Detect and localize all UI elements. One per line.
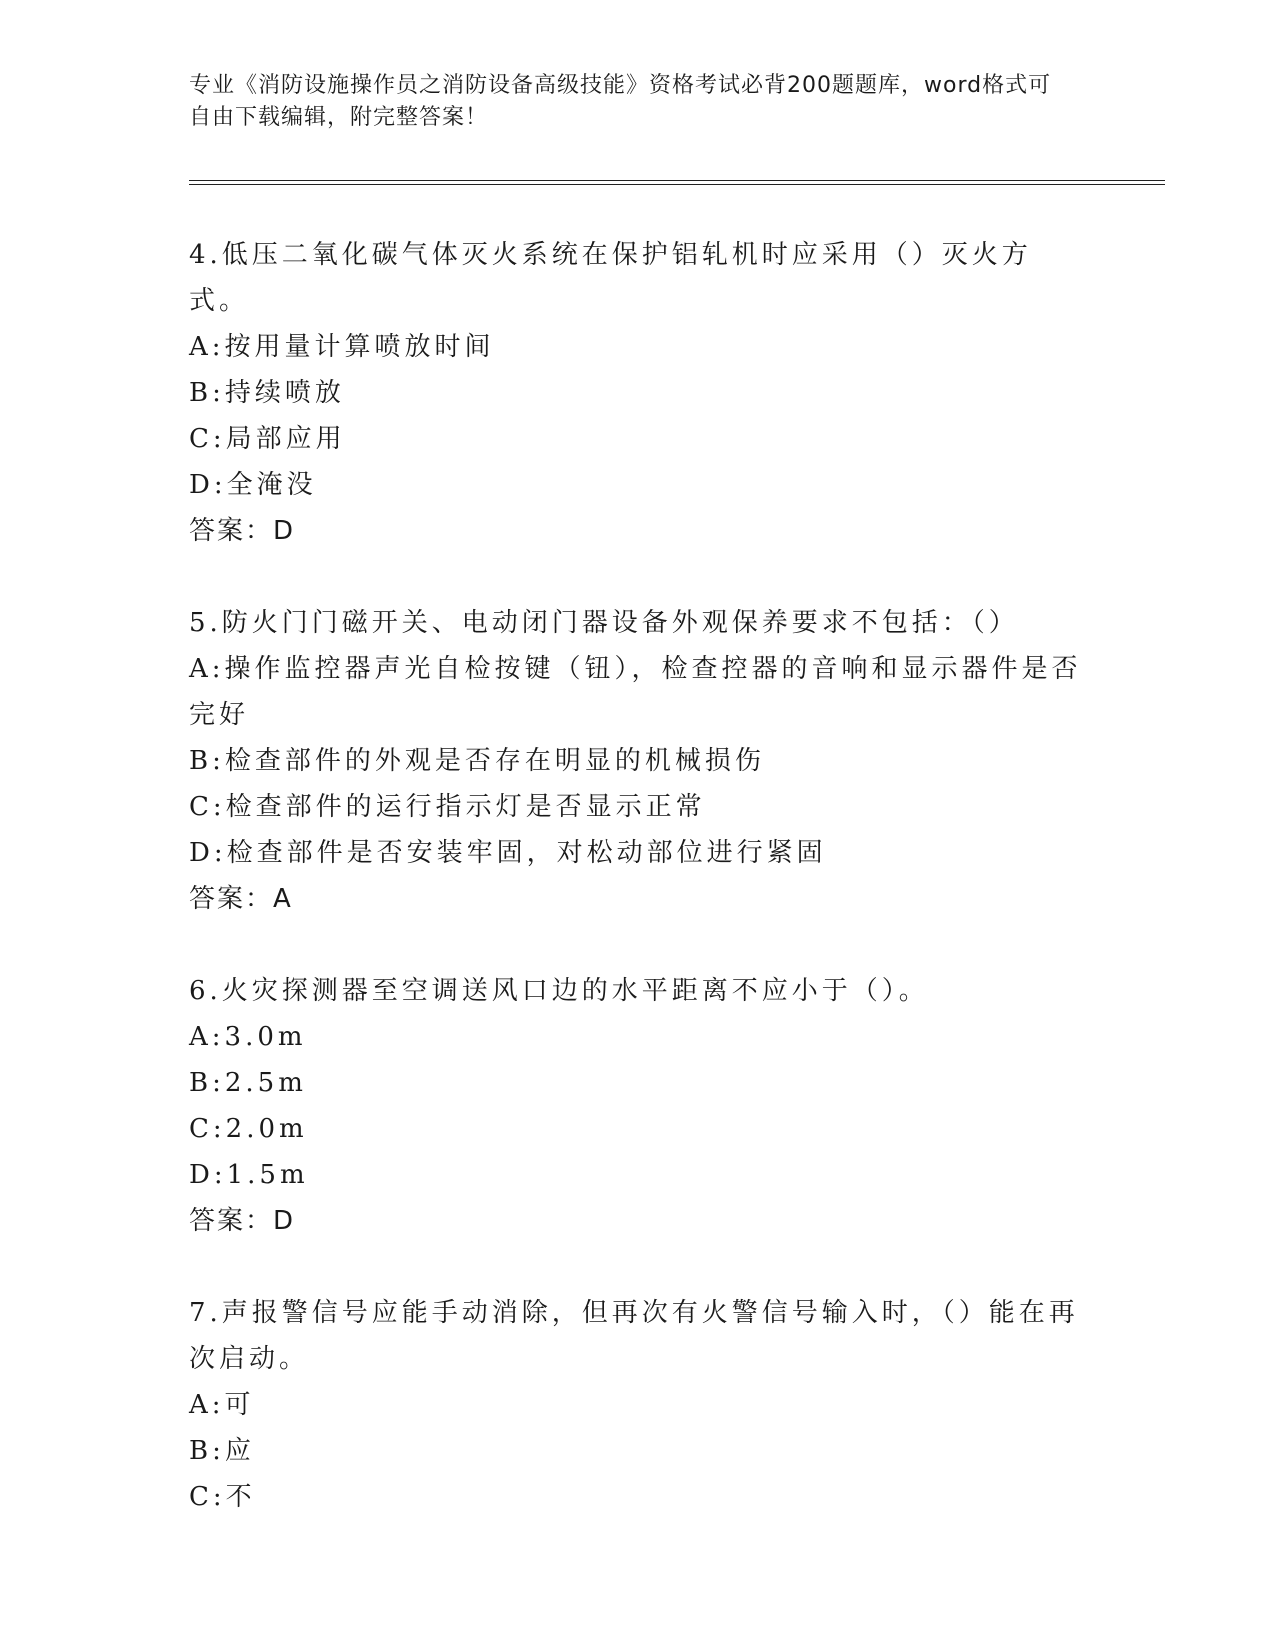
answer-label: 答案：D [189, 516, 296, 546]
question-5 [189, 600, 1089, 922]
option-d: D:全淹没 [189, 470, 317, 500]
document-header: 专业《消防设施操作员之消防设备高级技能》资格考试必背200题题库，word格式可自由下载编辑，附完整答案！ [189, 73, 1052, 130]
option-a: A:3.0m [189, 1022, 307, 1052]
question-6 [189, 968, 1089, 1244]
option-b: B:持续喷放 [189, 378, 345, 408]
option-c: C:局部应用 [189, 424, 346, 454]
question-4 [189, 232, 1089, 554]
answer-label: 答案：A [189, 884, 293, 914]
option-b: B:应 [189, 1436, 255, 1466]
question-7 [189, 1290, 1089, 1520]
option-d: D:检查部件是否安装牢固，对松动部位进行紧固 [189, 838, 827, 868]
question-stem: 6.火灾探测器至空调送风口边的水平距离不应小于（）。 [189, 976, 929, 1006]
option-d: D:1.5m [189, 1160, 309, 1190]
option-c: C:检查部件的运行指示灯是否显示正常 [189, 792, 706, 822]
question-stem: 7.声报警信号应能手动消除，但再次有火警信号输入时，（）能在再次启动。 [189, 1298, 1079, 1374]
option-b: B:检查部件的外观是否存在明显的机械损伤 [189, 746, 765, 776]
question-list [189, 232, 1089, 1566]
header-divider-bottom [189, 184, 1165, 185]
option-a: A:操作监控器声光自检按键（钮），检查控器的音响和显示器件是否完好 [189, 654, 1082, 730]
question-stem: 4.低压二氧化碳气体灭火系统在保护铝轧机时应采用（）灭火方式。 [189, 240, 1032, 316]
option-a: A:按用量计算喷放时间 [189, 332, 495, 362]
option-b: B:2.5m [189, 1068, 307, 1098]
option-a: A:可 [189, 1390, 255, 1420]
question-stem: 5.防火门门磁开关、电动闭门器设备外观保养要求不包括：（） [189, 608, 1019, 638]
option-c: C:2.0m [189, 1114, 308, 1144]
header-divider-top [189, 180, 1165, 181]
option-c: C:不 [189, 1482, 256, 1512]
answer-label: 答案：D [189, 1206, 296, 1236]
